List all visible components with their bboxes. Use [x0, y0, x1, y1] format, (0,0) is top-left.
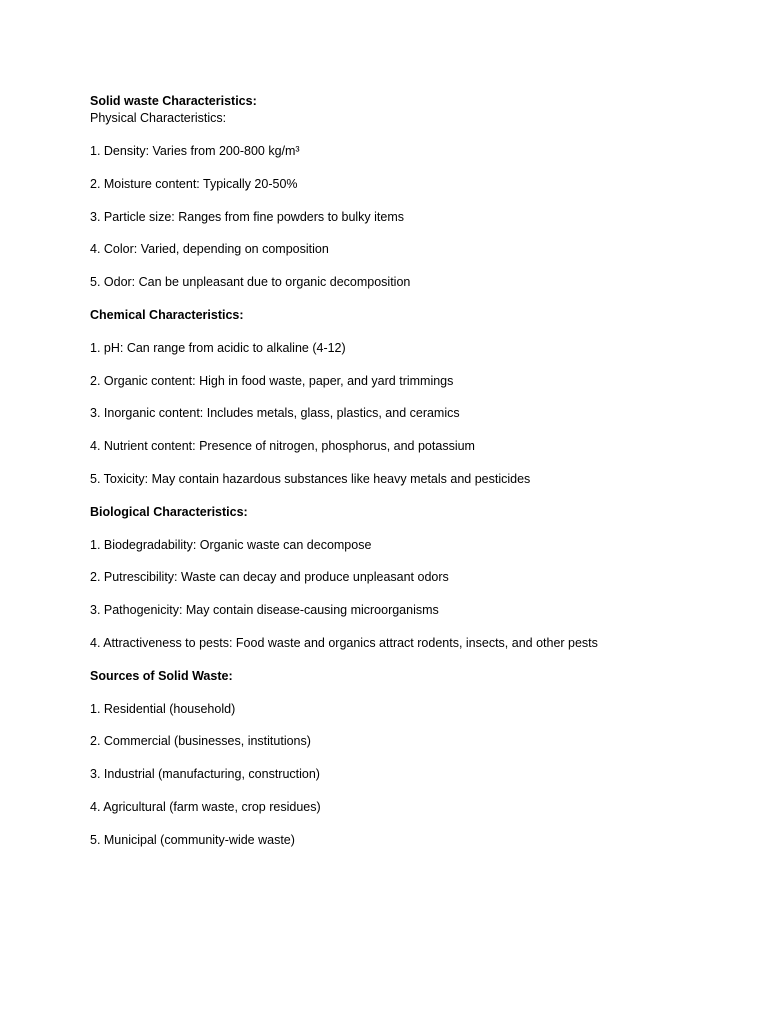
list-item: 2. Moisture content: Typically 20-50%	[90, 176, 298, 191]
list-item: 1. Density: Varies from 200-800 kg/m³	[90, 144, 300, 158]
chemical-characteristics-heading: Chemical Characteristics:	[90, 307, 244, 322]
biological-characteristics-heading: Biological Characteristics:	[90, 504, 248, 519]
list-item: 4. Color: Varied, depending on composition	[90, 242, 329, 257]
list-item: 2. Organic content: High in food waste, paper, and yard trimmings	[90, 373, 454, 388]
list-item: 1. Residential (household)	[90, 701, 236, 716]
list-item: 4. Nutrient content: Presence of nitrogen, phosphorus, and potassium	[90, 439, 475, 454]
sources-of-solid-waste-heading: Sources of Solid Waste:	[90, 668, 233, 683]
list-item: 3. Inorganic content: Includes metals, glass, plastics, and ceramics	[90, 406, 460, 421]
document-body	[90, 93, 710, 865]
list-item: 5. Toxicity: May contain hazardous substances like heavy metals and pesticides	[90, 471, 531, 486]
physical-characteristics-heading: Physical Characteristics:	[90, 111, 227, 125]
document-title: Solid waste Characteristics:	[90, 94, 257, 108]
list-item: 4. Attractiveness to pests: Food waste and organics attract rodents, insects, and other pests	[90, 635, 598, 650]
list-item: 3. Particle size: Ranges from fine powders to bulky items	[90, 209, 405, 224]
physical-characteristics-list	[90, 143, 710, 291]
list-item: 4. Agricultural (farm waste, crop residues)	[90, 799, 321, 814]
list-item: 3. Pathogenicity: May contain disease-causing microorganisms	[90, 603, 439, 618]
list-item: 1. pH: Can range from acidic to alkaline (4-12)	[90, 340, 346, 355]
list-item: 3. Industrial (manufacturing, construction)	[90, 767, 320, 782]
list-item: 2. Putrescibility: Waste can decay and produce unpleasant odors	[90, 570, 449, 585]
sources-of-solid-waste-list	[90, 701, 710, 849]
chemical-characteristics-list	[90, 340, 710, 488]
biological-characteristics-list	[90, 537, 710, 652]
list-item: 5. Odor: Can be unpleasant due to organic decomposition	[90, 275, 411, 290]
list-item: 5. Municipal (community-wide waste)	[90, 832, 295, 847]
list-item: 1. Biodegradability: Organic waste can decompose	[90, 537, 372, 552]
list-item: 2. Commercial (businesses, institutions)	[90, 734, 311, 749]
